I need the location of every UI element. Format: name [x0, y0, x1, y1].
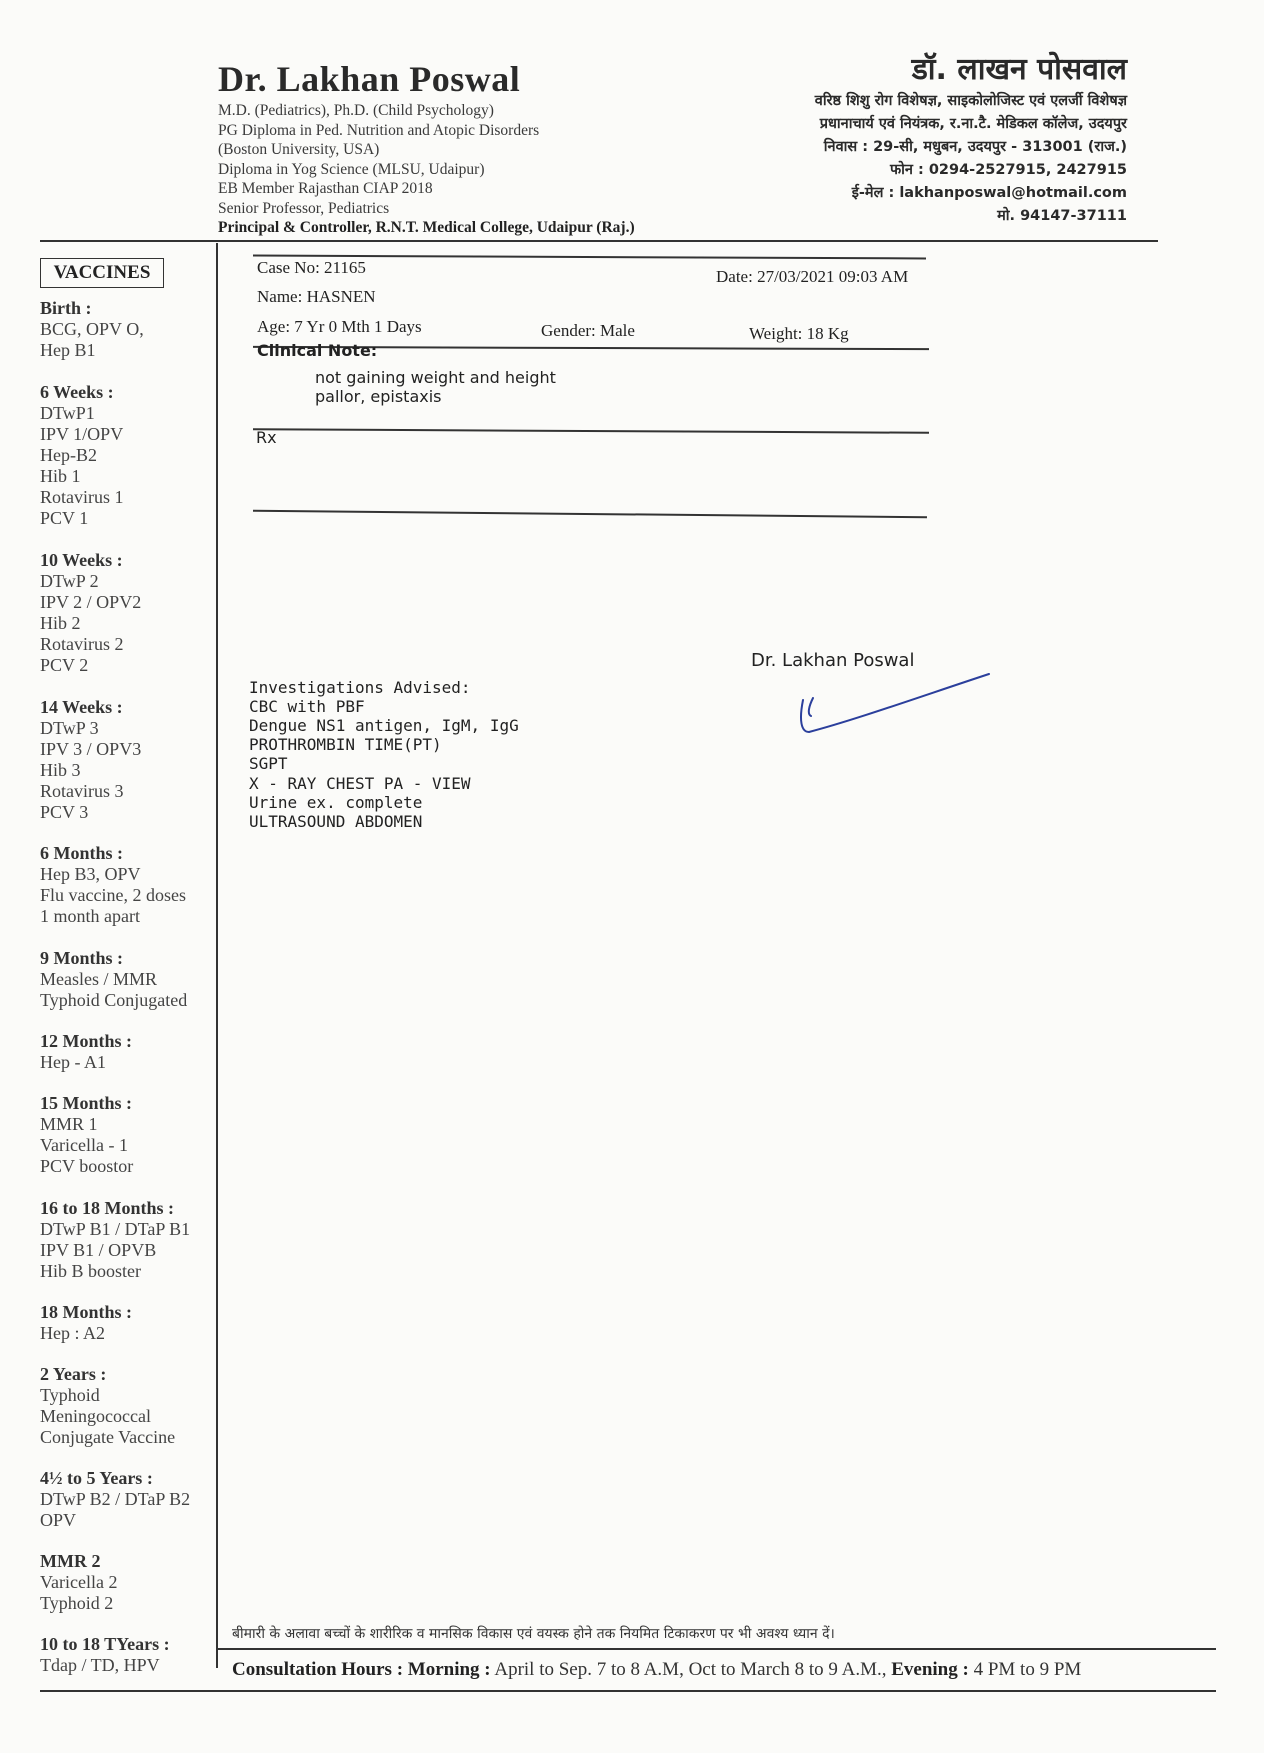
sidebar-divider — [216, 243, 218, 1668]
vaccine-item: Hep-B2 — [40, 445, 97, 465]
investigation-item: SGPT — [249, 754, 288, 773]
vaccines-title: VACCINES — [40, 258, 164, 288]
qualification-line: Diploma in Yog Science (MLSU, Udaipur) — [218, 160, 485, 178]
vaccine-item: OPV — [40, 1510, 77, 1530]
clinical-note-label: Clinical Note: — [257, 341, 378, 360]
vaccine-item: Rotavirus 1 — [40, 487, 124, 507]
vaccine-item: Typhoid 2 — [40, 1593, 114, 1613]
vaccine-item: Hib B booster — [40, 1261, 141, 1281]
hindi-doctor-name: डॉ. लाखन पोसवाल — [911, 52, 1127, 87]
patient-gender: Gender: Male — [541, 321, 635, 340]
vaccine-item: DTwP 2 — [40, 571, 99, 591]
consultation-hours — [232, 1659, 1081, 1681]
vaccine-group-10-weeks — [40, 550, 141, 676]
case-number: Case No: 21165 — [257, 258, 366, 277]
footer-divider — [216, 1648, 1216, 1650]
morning-label: Morning : — [407, 1659, 491, 1680]
doctor-qualifications — [218, 101, 635, 238]
vaccine-item: DTwP B2 / DTaP B2 — [40, 1489, 191, 1509]
vaccine-group-18-months — [40, 1302, 132, 1344]
vaccine-item: Conjugate Vaccine — [40, 1427, 176, 1447]
vaccine-item: Hib 2 — [40, 613, 81, 633]
vaccine-group-heading: 15 Months : — [40, 1093, 133, 1113]
vaccine-item: Hib 1 — [40, 466, 81, 486]
vaccine-item: Varicella - 1 — [40, 1135, 128, 1155]
investigation-item: CBC with PBF — [249, 697, 365, 716]
investigation-item: Dengue NS1 antigen, IgM, IgG — [249, 716, 519, 735]
vaccine-group-heading: 4½ to 5 Years : — [40, 1468, 153, 1488]
vaccine-item: Typhoid Conjugated — [40, 990, 188, 1010]
vaccine-item: PCV 3 — [40, 802, 89, 822]
vaccine-group-14-weeks — [40, 697, 141, 823]
vaccine-item: Tdap / TD, HPV — [40, 1655, 160, 1675]
investigations-label: Investigations Advised: — [249, 678, 471, 697]
vaccine-item: MMR 1 — [40, 1114, 98, 1134]
vaccine-item: Flu vaccine, 2 doses — [40, 885, 186, 905]
vaccine-group-4-5-years — [40, 1468, 190, 1531]
evening-label: Evening : — [891, 1659, 969, 1680]
vaccine-item: PCV 2 — [40, 655, 89, 675]
investigation-item: PROTHROMBIN TIME(PT) — [249, 735, 442, 754]
vaccine-group-6-months — [40, 843, 186, 927]
vaccine-item: BCG, OPV O, — [40, 319, 144, 339]
investigation-item: ULTRASOUND ABDOMEN — [249, 812, 423, 831]
hindi-phone: फोन : 0294-2527915, 2427915 — [889, 162, 1127, 178]
vaccine-group-12-months — [40, 1031, 132, 1073]
patient-weight: Weight: 18 Kg — [749, 324, 849, 343]
vaccine-item: PCV boostor — [40, 1156, 134, 1176]
vaccine-group-birth — [40, 298, 144, 361]
rx-label: Rx — [256, 428, 277, 447]
vaccine-group-heading: 12 Months : — [40, 1031, 133, 1051]
vaccine-item: Hep : A2 — [40, 1323, 105, 1343]
vaccine-group-16-18-months — [40, 1198, 190, 1282]
vaccine-item: Typhoid — [40, 1385, 100, 1405]
visit-date: Date: 27/03/2021 09:03 AM — [716, 267, 909, 286]
vaccine-group-heading: 14 Weeks : — [40, 697, 123, 717]
vaccine-group-6-weeks — [40, 382, 124, 529]
vaccine-group-heading: 6 Weeks : — [40, 382, 114, 402]
vaccine-item: IPV 1/OPV — [40, 424, 124, 444]
footer-bottom-divider — [40, 1690, 1216, 1692]
vaccine-item: Hep B3, OPV — [40, 864, 141, 884]
vaccine-group-heading: 9 Months : — [40, 948, 124, 968]
vaccine-item: Rotavirus 3 — [40, 781, 124, 801]
header-divider — [40, 240, 1158, 242]
vaccine-group-heading: 10 to 18 TYears : — [40, 1634, 170, 1654]
qualification-line-principal: Principal & Controller, R.N.T. Medical College, Udaipur (Raj.) — [218, 219, 635, 236]
vaccine-item: DTwP1 — [40, 403, 95, 423]
vaccine-group-2-years — [40, 1364, 175, 1448]
vaccine-group-heading: 16 to 18 Months : — [40, 1198, 174, 1218]
vaccine-item: PCV 1 — [40, 508, 89, 528]
vaccine-group-mmr-2 — [40, 1551, 117, 1614]
qualification-line: (Boston University, USA) — [218, 141, 380, 158]
vaccine-item: Meningococcal — [40, 1406, 151, 1426]
qualification-line: Senior Professor, Pediatrics — [218, 199, 390, 217]
hindi-address: निवास : 29-सी, मधुबन, उदयपुर - 313001 (राज.) — [823, 139, 1127, 155]
vaccine-item: Varicella 2 — [40, 1572, 118, 1592]
vaccine-group-10-18-years — [40, 1634, 170, 1676]
rx-bottom-rule — [253, 510, 927, 518]
vaccine-group-heading: 10 Weeks : — [40, 550, 123, 570]
footer-hindi-note: बीमारी के अलावा बच्चों के शारीरिक व मानसिक विकास एवं वयस्क होने तक नियमित टिकाकरण पर भी अवश्य ध्यान दें। — [232, 1626, 835, 1642]
hindi-email: ई-मेल : lakhanposwal@hotmail.com — [851, 185, 1127, 201]
morning-hours: April to Sep. 7 to 8 A.M, Oct to March 8 to 9 A.M., — [494, 1659, 887, 1680]
clinical-note-line: pallor, epistaxis — [315, 387, 442, 406]
clinical-note-line: not gaining weight and height — [315, 368, 556, 387]
patient-name: Name: HASNEN — [257, 287, 376, 306]
qualification-line: M.D. (Pediatrics), Ph.D. (Child Psychology) — [218, 102, 494, 119]
vaccine-item: 1 month apart — [40, 906, 140, 926]
vaccine-item: IPV 3 / OPV3 — [40, 739, 142, 759]
vaccine-item: IPV B1 / OPVB — [40, 1240, 157, 1260]
vaccine-group-heading: MMR 2 — [40, 1551, 101, 1571]
rx-top-rule — [253, 428, 929, 433]
vaccine-item: Hep B1 — [40, 340, 96, 360]
hindi-line: प्रधानाचार्य एवं नियंत्रक, र.ना.टै. मेडिकल कॉलेज, उदयपुर — [819, 116, 1127, 132]
hindi-header — [815, 50, 1127, 228]
vaccine-item: Rotavirus 2 — [40, 634, 124, 654]
vaccine-group-15-months — [40, 1093, 133, 1177]
vaccine-item: DTwP B1 / DTaP B1 — [40, 1219, 191, 1239]
patient-age: Age: 7 Yr 0 Mth 1 Days — [257, 317, 422, 336]
signature-icon — [795, 670, 995, 740]
qualification-line: PG Diploma in Ped. Nutrition and Atopic Disorders — [218, 121, 540, 139]
signature-name: Dr. Lakhan Poswal — [751, 650, 915, 671]
vaccine-group-heading: 6 Months : — [40, 843, 124, 863]
vaccine-group-heading: Birth : — [40, 298, 92, 318]
hindi-line: वरिष्ठ शिशु रोग विशेषज्ञ, साइकोलोजिस्ट एवं एलर्जी विशेषज्ञ — [814, 93, 1127, 109]
vaccine-item: Hib 3 — [40, 760, 81, 780]
vaccine-item: DTwP 3 — [40, 718, 99, 738]
vaccine-item: Hep - A1 — [40, 1052, 106, 1072]
hindi-mobile: मो. 94147-37111 — [997, 208, 1127, 224]
doctor-name: Dr. Lakhan Poswal — [218, 59, 521, 99]
hours-label: Consultation Hours : — [232, 1659, 404, 1680]
investigation-item: X - RAY CHEST PA - VIEW — [249, 774, 471, 793]
vaccine-group-9-months — [40, 948, 187, 1011]
vaccine-group-heading: 2 Years : — [40, 1364, 107, 1384]
investigation-item: Urine ex. complete — [249, 793, 423, 812]
vaccine-item: Measles / MMR — [40, 969, 157, 989]
vaccine-group-heading: 18 Months : — [40, 1302, 133, 1322]
evening-hours: 4 PM to 9 PM — [973, 1659, 1082, 1680]
qualification-line: EB Member Rajasthan CIAP 2018 — [218, 180, 433, 197]
vaccine-item: IPV 2 / OPV2 — [40, 592, 142, 612]
